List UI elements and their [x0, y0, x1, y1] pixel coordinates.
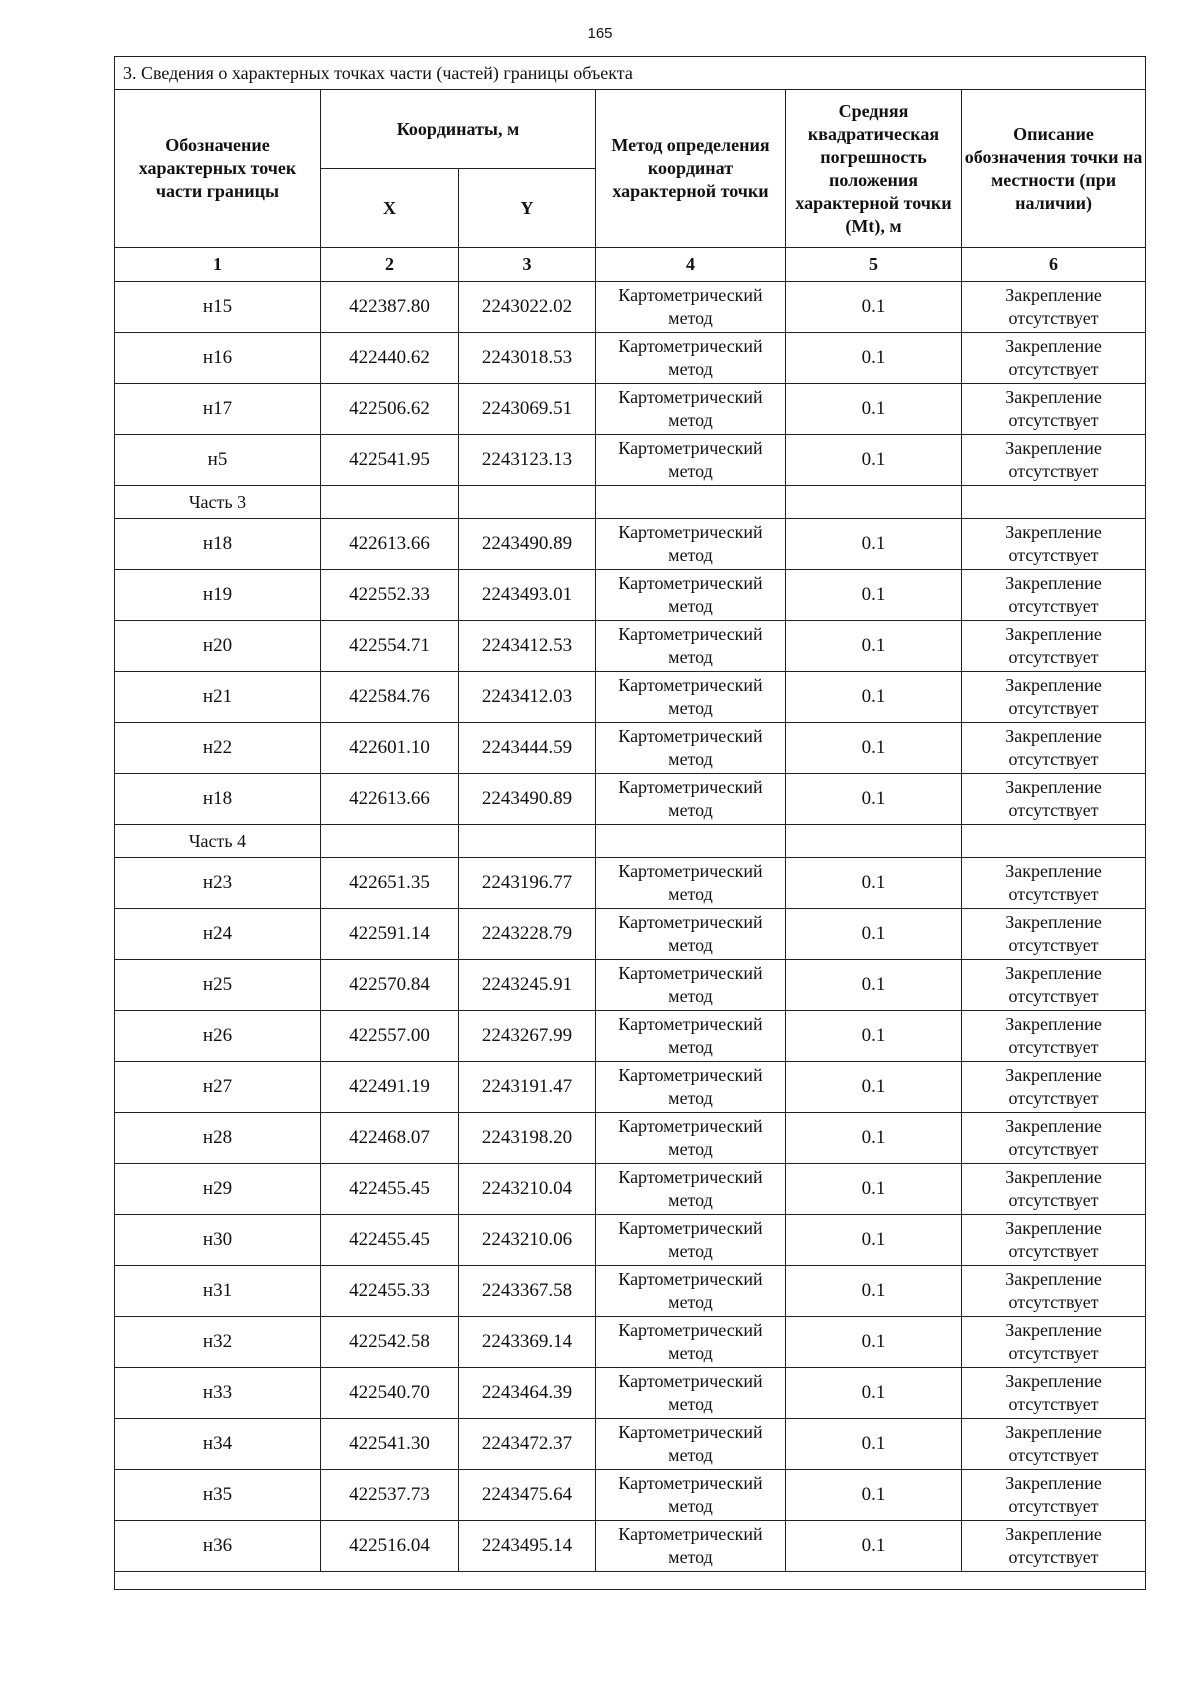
- mt-error: 0.1: [786, 1011, 962, 1062]
- point-name: н26: [115, 1011, 321, 1062]
- mt-error: 0.1: [786, 1164, 962, 1215]
- table-row: [115, 960, 1146, 1011]
- coord-y: 2243198.20: [459, 1113, 596, 1164]
- mt-error: 0.1: [786, 909, 962, 960]
- empty-cell: [962, 486, 1146, 519]
- coord-y: 2243245.91: [459, 960, 596, 1011]
- empty-cell: [459, 486, 596, 519]
- description: Закрепление отсутствует: [962, 774, 1146, 825]
- coord-x: 422537.73: [321, 1470, 459, 1521]
- table-row: [115, 621, 1146, 672]
- description: Закрепление отсутствует: [962, 333, 1146, 384]
- mt-error: 0.1: [786, 519, 962, 570]
- table-row: [115, 1011, 1146, 1062]
- point-name: н17: [115, 384, 321, 435]
- point-name: н29: [115, 1164, 321, 1215]
- coord-x: 422468.07: [321, 1113, 459, 1164]
- coord-x: 422554.71: [321, 621, 459, 672]
- mt-error: 0.1: [786, 1266, 962, 1317]
- method: Картометрический метод: [596, 1113, 786, 1164]
- table-row: [115, 1062, 1146, 1113]
- coord-x: 422557.00: [321, 1011, 459, 1062]
- empty-cell: [321, 825, 459, 858]
- header-x: X: [321, 169, 459, 248]
- coord-y: 2243210.06: [459, 1215, 596, 1266]
- point-name: н5: [115, 435, 321, 486]
- mt-error: 0.1: [786, 282, 962, 333]
- description: Закрепление отсутствует: [962, 570, 1146, 621]
- point-name: н19: [115, 570, 321, 621]
- coord-y: 2243493.01: [459, 570, 596, 621]
- method: Картометрический метод: [596, 1266, 786, 1317]
- method: Картометрический метод: [596, 960, 786, 1011]
- coord-x: 422541.95: [321, 435, 459, 486]
- mt-error: 0.1: [786, 1470, 962, 1521]
- table-row: [115, 1368, 1146, 1419]
- method: Картометрический метод: [596, 1317, 786, 1368]
- description: Закрепление отсутствует: [962, 435, 1146, 486]
- table-end-cell: [115, 1572, 1146, 1590]
- method: Картометрический метод: [596, 435, 786, 486]
- description: Закрепление отсутствует: [962, 723, 1146, 774]
- table-row: [115, 1470, 1146, 1521]
- table-row: [115, 519, 1146, 570]
- method: Картометрический метод: [596, 672, 786, 723]
- coord-x: 422387.80: [321, 282, 459, 333]
- point-name: н28: [115, 1113, 321, 1164]
- column-number: 3: [459, 248, 596, 282]
- method: Картометрический метод: [596, 1521, 786, 1572]
- description: Закрепление отсутствует: [962, 1113, 1146, 1164]
- table-row: [115, 672, 1146, 723]
- table-end-row: [115, 1572, 1146, 1590]
- description: Закрепление отсутствует: [962, 1062, 1146, 1113]
- coord-y: 2243367.58: [459, 1266, 596, 1317]
- point-name: н18: [115, 519, 321, 570]
- table-row: [115, 1164, 1146, 1215]
- description: Закрепление отсутствует: [962, 1368, 1146, 1419]
- description: Закрепление отсутствует: [962, 1317, 1146, 1368]
- coord-y: 2243123.13: [459, 435, 596, 486]
- coord-x: 422455.33: [321, 1266, 459, 1317]
- description: Закрепление отсутствует: [962, 858, 1146, 909]
- coord-y: 2243369.14: [459, 1317, 596, 1368]
- coord-y: 2243475.64: [459, 1470, 596, 1521]
- coord-x: 422455.45: [321, 1215, 459, 1266]
- point-name: н33: [115, 1368, 321, 1419]
- table-row: [115, 858, 1146, 909]
- coord-y: 2243412.53: [459, 621, 596, 672]
- method: Картометрический метод: [596, 1419, 786, 1470]
- coord-y: 2243464.39: [459, 1368, 596, 1419]
- coord-y: 2243472.37: [459, 1419, 596, 1470]
- coord-y: 2243196.77: [459, 858, 596, 909]
- empty-cell: [786, 486, 962, 519]
- table-row: [115, 435, 1146, 486]
- description: Закрепление отсутствует: [962, 672, 1146, 723]
- coord-y: 2243210.04: [459, 1164, 596, 1215]
- method: Картометрический метод: [596, 621, 786, 672]
- coord-x: 422651.35: [321, 858, 459, 909]
- description: Закрепление отсутствует: [962, 909, 1146, 960]
- coord-x: 422516.04: [321, 1521, 459, 1572]
- description: Закрепление отсутствует: [962, 1521, 1146, 1572]
- description: Закрепление отсутствует: [962, 519, 1146, 570]
- coord-y: 2243191.47: [459, 1062, 596, 1113]
- header-description: Описание обозначения точки на местности (при наличии): [962, 90, 1146, 248]
- point-name: н24: [115, 909, 321, 960]
- method: Картометрический метод: [596, 1368, 786, 1419]
- coord-x: 422491.19: [321, 1062, 459, 1113]
- coord-y: 2243267.99: [459, 1011, 596, 1062]
- method: Картометрический метод: [596, 1062, 786, 1113]
- coord-y: 2243444.59: [459, 723, 596, 774]
- header-method: Метод определения координат характерной точки: [596, 90, 786, 248]
- header-error: Средняя квадратическая погрешность положения характерной точки (Mt), м: [786, 90, 962, 248]
- empty-cell: [596, 486, 786, 519]
- page-number: 165: [587, 25, 613, 42]
- description: Закрепление отсутствует: [962, 1266, 1146, 1317]
- coord-x: 422541.30: [321, 1419, 459, 1470]
- empty-cell: [596, 825, 786, 858]
- table-row: [115, 384, 1146, 435]
- column-number: 1: [115, 248, 321, 282]
- mt-error: 0.1: [786, 723, 962, 774]
- table-row: [115, 774, 1146, 825]
- method: Картометрический метод: [596, 1470, 786, 1521]
- header-coordinates: Координаты, м: [321, 90, 596, 169]
- coord-x: 422613.66: [321, 774, 459, 825]
- point-name: н34: [115, 1419, 321, 1470]
- empty-cell: [786, 825, 962, 858]
- section-title: 3. Сведения о характерных точках части (частей) границы объекта: [115, 57, 1146, 90]
- part-label: Часть 3: [115, 486, 321, 519]
- description: Закрепление отсутствует: [962, 384, 1146, 435]
- column-number-row: [115, 248, 1146, 282]
- coord-x: 422601.10: [321, 723, 459, 774]
- mt-error: 0.1: [786, 384, 962, 435]
- empty-cell: [962, 825, 1146, 858]
- method: Картометрический метод: [596, 1164, 786, 1215]
- point-name: н18: [115, 774, 321, 825]
- table-body: [115, 282, 1146, 1572]
- method: Картометрический метод: [596, 774, 786, 825]
- part-header-row: [115, 486, 1146, 519]
- coord-x: 422440.62: [321, 333, 459, 384]
- method: Картометрический метод: [596, 570, 786, 621]
- table-row: [115, 1521, 1146, 1572]
- coord-x: 422613.66: [321, 519, 459, 570]
- mt-error: 0.1: [786, 858, 962, 909]
- coord-y: 2243018.53: [459, 333, 596, 384]
- point-name: н21: [115, 672, 321, 723]
- table-row: [115, 723, 1146, 774]
- empty-cell: [459, 825, 596, 858]
- table-row: [115, 909, 1146, 960]
- column-number: 6: [962, 248, 1146, 282]
- point-name: н25: [115, 960, 321, 1011]
- point-name: н15: [115, 282, 321, 333]
- point-name: н36: [115, 1521, 321, 1572]
- coord-x: 422570.84: [321, 960, 459, 1011]
- description: Закрепление отсутствует: [962, 1470, 1146, 1521]
- description: Закрепление отсутствует: [962, 1419, 1146, 1470]
- description: Закрепление отсутствует: [962, 621, 1146, 672]
- table-row: [115, 333, 1146, 384]
- point-name: н23: [115, 858, 321, 909]
- description: Закрепление отсутствует: [962, 1011, 1146, 1062]
- point-name: н20: [115, 621, 321, 672]
- table-row: [115, 282, 1146, 333]
- mt-error: 0.1: [786, 1215, 962, 1266]
- point-name: н16: [115, 333, 321, 384]
- coord-x: 422506.62: [321, 384, 459, 435]
- part-header-row: [115, 825, 1146, 858]
- header-designation: Обозначение характерных точек части границы: [115, 90, 321, 248]
- coord-y: 2243228.79: [459, 909, 596, 960]
- coord-x: 422540.70: [321, 1368, 459, 1419]
- coord-x: 422584.76: [321, 672, 459, 723]
- mt-error: 0.1: [786, 1419, 962, 1470]
- coord-x: 422455.45: [321, 1164, 459, 1215]
- coord-x: 422542.58: [321, 1317, 459, 1368]
- header-y: Y: [459, 169, 596, 248]
- mt-error: 0.1: [786, 1368, 962, 1419]
- table-row: [115, 1419, 1146, 1470]
- mt-error: 0.1: [786, 621, 962, 672]
- coord-y: 2243412.03: [459, 672, 596, 723]
- mt-error: 0.1: [786, 1521, 962, 1572]
- coord-y: 2243490.89: [459, 774, 596, 825]
- mt-error: 0.1: [786, 960, 962, 1011]
- method: Картометрический метод: [596, 519, 786, 570]
- method: Картометрический метод: [596, 858, 786, 909]
- empty-cell: [321, 486, 459, 519]
- point-name: н22: [115, 723, 321, 774]
- point-name: н32: [115, 1317, 321, 1368]
- description: Закрепление отсутствует: [962, 282, 1146, 333]
- table-row: [115, 570, 1146, 621]
- column-number: 5: [786, 248, 962, 282]
- method: Картометрический метод: [596, 384, 786, 435]
- mt-error: 0.1: [786, 672, 962, 723]
- mt-error: 0.1: [786, 1062, 962, 1113]
- mt-error: 0.1: [786, 435, 962, 486]
- mt-error: 0.1: [786, 774, 962, 825]
- mt-error: 0.1: [786, 333, 962, 384]
- description: Закрепление отсутствует: [962, 1164, 1146, 1215]
- mt-error: 0.1: [786, 1113, 962, 1164]
- point-name: н30: [115, 1215, 321, 1266]
- point-name: н35: [115, 1470, 321, 1521]
- column-number: 2: [321, 248, 459, 282]
- part-label: Часть 4: [115, 825, 321, 858]
- point-name: н31: [115, 1266, 321, 1317]
- table-row: [115, 1266, 1146, 1317]
- coord-y: 2243495.14: [459, 1521, 596, 1572]
- mt-error: 0.1: [786, 1317, 962, 1368]
- table-row: [115, 1317, 1146, 1368]
- method: Картометрический метод: [596, 282, 786, 333]
- table-row: [115, 1215, 1146, 1266]
- method: Картометрический метод: [596, 333, 786, 384]
- coord-x: 422591.14: [321, 909, 459, 960]
- coord-x: 422552.33: [321, 570, 459, 621]
- method: Картометрический метод: [596, 723, 786, 774]
- method: Картометрический метод: [596, 1011, 786, 1062]
- method: Картометрический метод: [596, 909, 786, 960]
- description: Закрепление отсутствует: [962, 960, 1146, 1011]
- boundary-points-table: [114, 56, 1146, 1590]
- table-row: [115, 1113, 1146, 1164]
- coord-y: 2243069.51: [459, 384, 596, 435]
- coord-y: 2243490.89: [459, 519, 596, 570]
- coord-y: 2243022.02: [459, 282, 596, 333]
- mt-error: 0.1: [786, 570, 962, 621]
- description: Закрепление отсутствует: [962, 1215, 1146, 1266]
- method: Картометрический метод: [596, 1215, 786, 1266]
- point-name: н27: [115, 1062, 321, 1113]
- column-number: 4: [596, 248, 786, 282]
